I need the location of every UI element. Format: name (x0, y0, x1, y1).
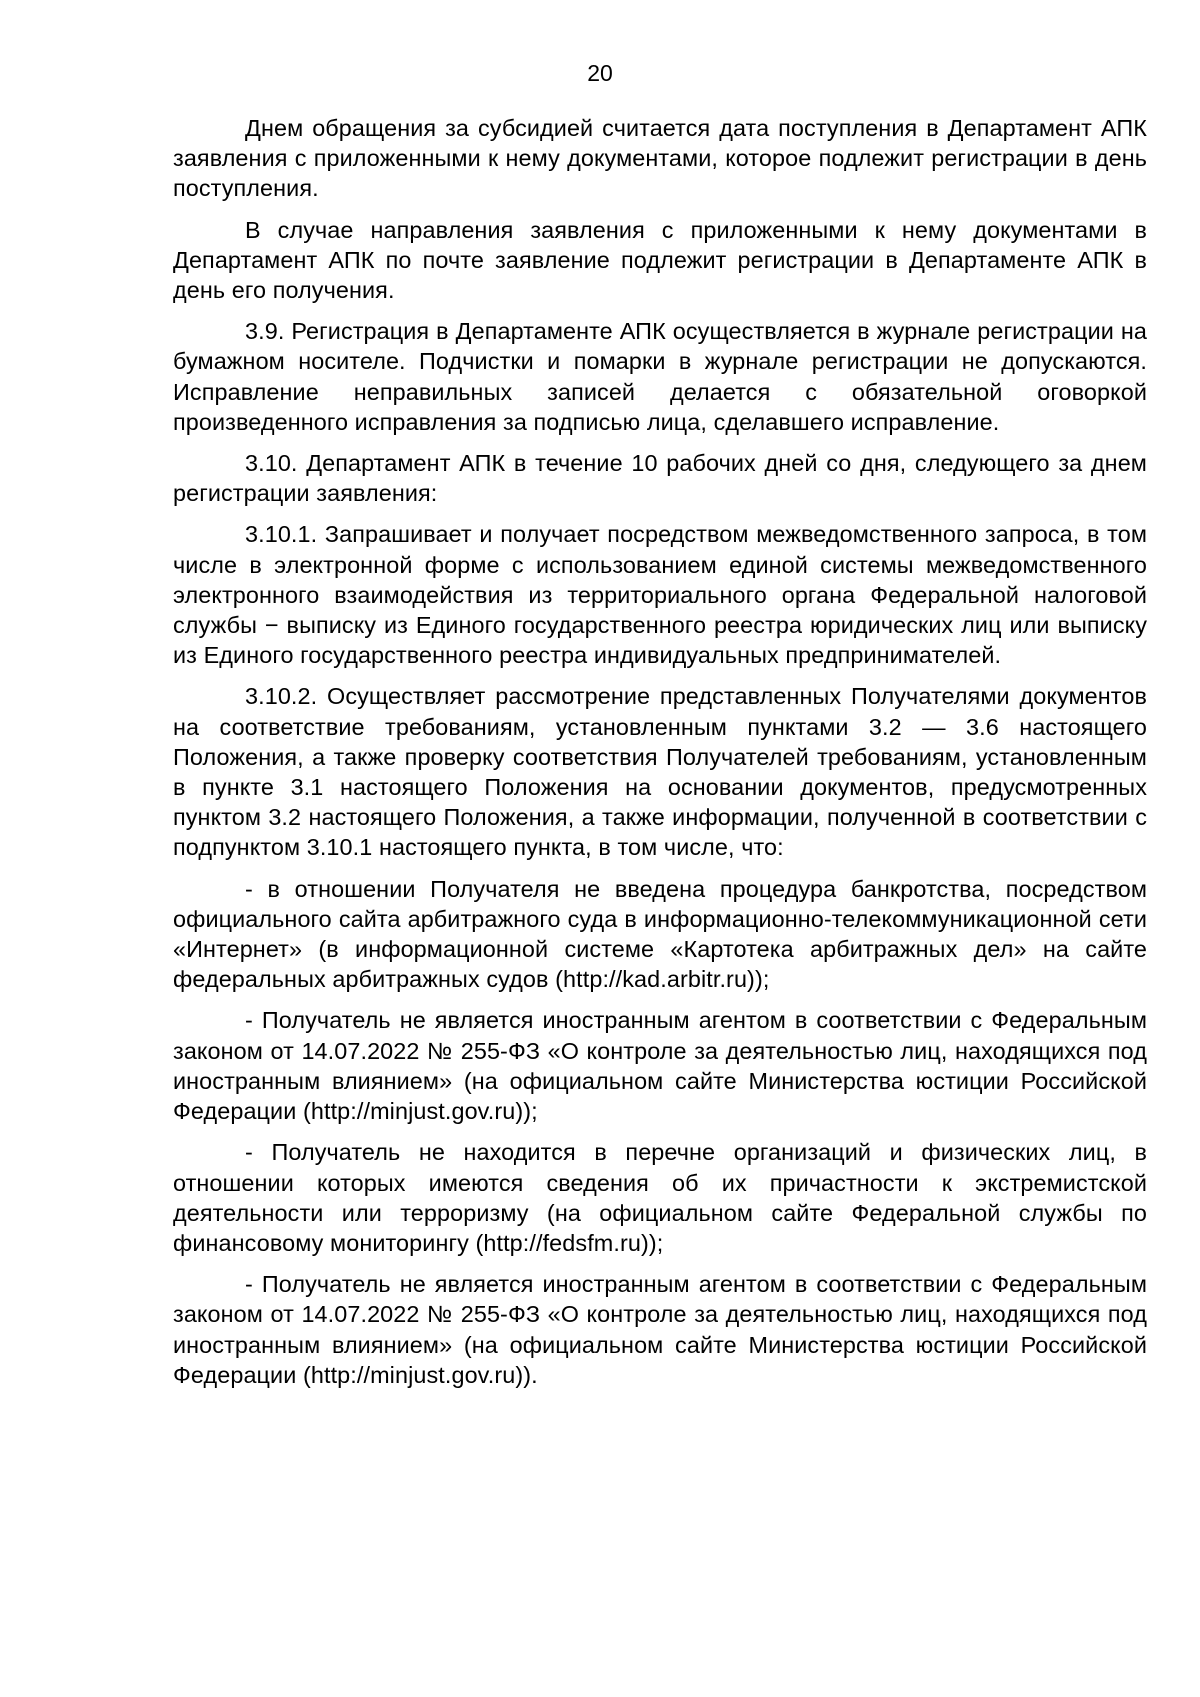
page-number: 20 (587, 60, 613, 86)
list-item-foreign-agent-check-repeat: - Получатель не является иностранным агентом в соответствии с Федеральным законом от 14.07.2022 № 255-ФЗ «О контроле за деятельностью лиц, находящихся под иностранным влиянием» (на официальном сайте Министерства юстиции Российской Федерации (http://minjust.gov.ru)). (173, 1271, 1147, 1388)
paragraph-application-date: Днем обращения за субсидией считается дата поступления в Департамент АПК заявления с приложенными к нему документами, которое подлежит регистрации в день поступления. (173, 115, 1147, 202)
paragraph-postal-application: В случае направления заявления с приложенными к нему документами в Департамент АПК по почте заявление подлежит регистрации в Департаменте АПК в день его получения. (173, 216, 1147, 304)
paragraph-3-10-2: 3.10.2. Осуществляет рассмотрение представленных Получателями документов на соответствие требованиям, установленным пунктами 3.2 — 3.6 настоящего Положения, а также проверку соответствия Получателей требованиям, установленным в пункте 3.1 настоящего Положения на основании документов, предусмотренных пунктом 3.2 настоящего Положения, а также информации, полученной в соответствии с подпунктом 3.10.1 настоящего пункта, в том числе, что: (173, 683, 1147, 861)
paragraph-3-9-registration: 3.9. Регистрация в Департаменте АПК осуществляется в журнале регистрации на бумажном носителе. Подчистки и помарки в журнале регистрации не допускаются. Исправление неправильных записей делается с обязательной оговоркой произведенного исправления за подписью лица, сделавшего исправление. (173, 318, 1147, 435)
document-body (173, 113, 1147, 1401)
paragraph-3-10: 3.10. Департамент АПК в течение 10 рабочих дней со дня, следующего за днем регистрации заявления: (173, 450, 1147, 507)
paragraph-3-10-1: 3.10.1. Запрашивает и получает посредством межведомственного запроса, в том числе в электронной форме с использованием единой системы межведомственного электронного взаимодействия из территориального органа Федеральной налоговой службы − выписку из Единого государственного реестра юридических лиц или выписку из Единого государственного реестра индивидуальных предпринимателей. (173, 521, 1147, 669)
list-item-extremism-check: - Получатель не находится в перечне организаций и физических лиц, в отношении которых имеются сведения об их причастности к экстремистской деятельности или терроризму (на официальном сайте Федеральной службы по финансовому мониторингу (http://fedsfm.ru)); (173, 1139, 1147, 1256)
list-item-bankruptcy-check: - в отношении Получателя не введена процедура банкротства, посредством официального сайта арбитражного суда в информационно-телекоммуникационной сети «Интернет» (в информационной системе «Картотека арбитражных дел» на сайте федеральных арбитражных судов (http://kad.arbitr.ru)); (173, 875, 1147, 993)
list-item-foreign-agent-check: - Получатель не является иностранным агентом в соответствии с Федеральным законом от 14.07.2022 № 255-ФЗ «О контроле за деятельностью лиц, находящихся под иностранным влиянием» (на официальном сайте Министерства юстиции Российской Федерации (http://minjust.gov.ru)); (173, 1007, 1147, 1125)
